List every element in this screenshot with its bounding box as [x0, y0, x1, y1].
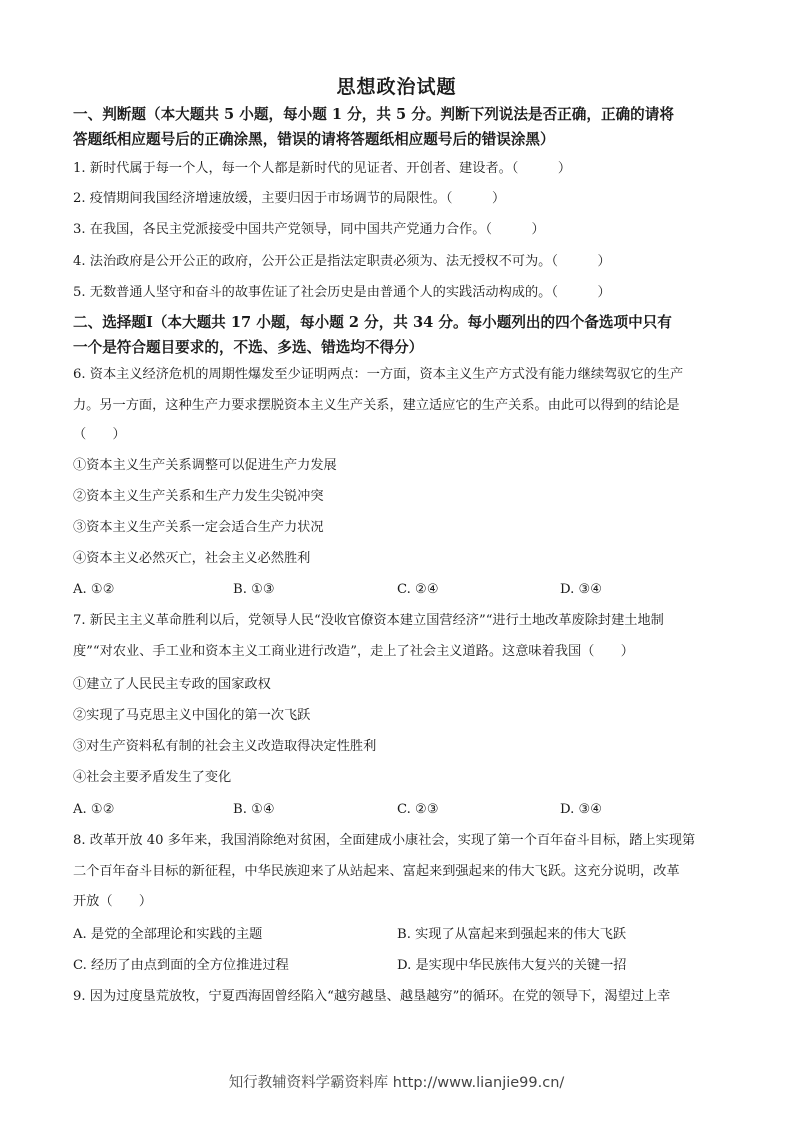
q7-option-c: C. ②③ — [397, 802, 439, 817]
footer-watermark: 知行教辅资料学霸资料库 http://www.lianjie99.cn/ — [228, 1075, 565, 1091]
q7-statement-2: ②实现了马克思主义中国化的第一次飞跃 — [73, 708, 311, 723]
q6-option-d: D. ③④ — [560, 582, 603, 597]
q6-statement-1: ①资本主义生产关系调整可以促进生产力发展 — [73, 458, 337, 473]
q7-statement-4: ④社会主要矛盾发生了变化 — [73, 770, 232, 785]
page-title: 思想政治试题 — [336, 76, 457, 98]
q6-option-a: A. ①② — [73, 582, 115, 597]
q3-text: 3. 在我国，各民主党派接受中国共产党领导，同中国共产党通力合作。（ ） — [73, 222, 545, 237]
q6-statement-3: ③资本主义生产关系一定会适合生产力状况 — [73, 520, 324, 535]
q6-option-b: B. ①③ — [233, 582, 275, 597]
q7-stem-line1: 7. 新民主主义革命胜利以后，党领导人民“没收官僚资本建立国营经济”“进行土地改革废除封建土地制 — [73, 613, 664, 628]
section1-heading-line2: 答题纸相应题号后的正确涂黑，错误的请将答题纸相应题号后的错误涂黑） — [73, 131, 555, 148]
q7-option-d: D. ③④ — [560, 802, 603, 817]
section2-heading-line1: 二、选择题Ⅰ（本大题共 17 小题，每小题 2 分，共 34 分。每小题列出的四个备选项中只有 — [73, 314, 672, 331]
q7-option-b: B. ①④ — [233, 802, 275, 817]
q8-option-c: C. 经历了由点到面的全方位推进过程 — [73, 958, 289, 973]
q4-text: 4. 法治政府是公开公正的政府，公开公正是指法定职责必须为、法无授权不可为。（ ） — [73, 254, 611, 269]
q5-text: 5. 无数普通人坚守和奋斗的故事佐证了社会历史是由普通个人的实践活动构成的。（ ） — [73, 285, 611, 300]
q7-statement-1: ①建立了人民民主专政的国家政权 — [73, 677, 271, 692]
q6-option-c: C. ②④ — [397, 582, 439, 597]
q8-option-d: D. 是实现中华民族伟大复兴的关键一招 — [397, 958, 627, 973]
section1-heading-line1: 一、判断题（本大题共 5 小题，每小题 1 分，共 5 分。判断下列说法是否正确，正确的请将 — [73, 106, 674, 123]
q7-option-a: A. ①② — [73, 802, 115, 817]
q8-stem-line1: 8. 改革开放 40 多年来，我国消除绝对贫困，全面建成小康社会，实现了第一个百年奋斗目标，踏上实现第 — [73, 833, 696, 848]
q7-stem-line2: 度”“对农业、手工业和资本主义工商业进行改造”，走上了社会主义道路。这意味着我国（ ） — [73, 644, 634, 659]
q6-stem-line3: （ ） — [73, 427, 126, 442]
q6-stem-line2: 力。另一方面，这种生产力要求摆脱资本主义生产关系，建立适应它的生产关系。由此可以得到的结论是 — [73, 398, 680, 413]
section2-heading-line2: 一个是符合题目要求的，不选、多选、错选均不得分） — [73, 339, 424, 356]
q8-option-a: A. 是党的全部理论和实践的主题 — [73, 927, 263, 942]
q8-stem-line3: 开放（ ） — [73, 894, 153, 909]
q9-stem-line1: 9. 因为过度垦荒放牧，宁夏西海固曾经陷入“越穷越垦、越垦越穷”的循环。在党的领导下，渴望过上幸 — [73, 989, 671, 1004]
q8-option-b: B. 实现了从富起来到强起来的伟大飞跃 — [397, 927, 627, 942]
q6-statement-4: ④资本主义必然灭亡，社会主义必然胜利 — [73, 551, 311, 566]
q6-stem-line1: 6. 资本主义经济危机的周期性爆发至少证明两点：一方面，资本主义生产方式没有能力继续驾驭它的生产 — [73, 367, 684, 382]
q1-text: 1. 新时代属于每一个人，每一个人都是新时代的见证者、开创者、建设者。（ ） — [73, 161, 572, 176]
q8-stem-line2: 二个百年奋斗目标的新征程，中华民族迎来了从站起来、富起来到强起来的伟大飞跃。这充分说明，改革 — [73, 864, 680, 879]
q6-statement-2: ②资本主义生产关系和生产力发生尖锐冲突 — [73, 489, 324, 504]
q7-statement-3: ③对生产资料私有制的社会主义改造取得决定性胜利 — [73, 739, 377, 754]
q2-text: 2. 疫情期间我国经济增速放缓，主要归因于市场调节的局限性。（ ） — [73, 191, 506, 206]
